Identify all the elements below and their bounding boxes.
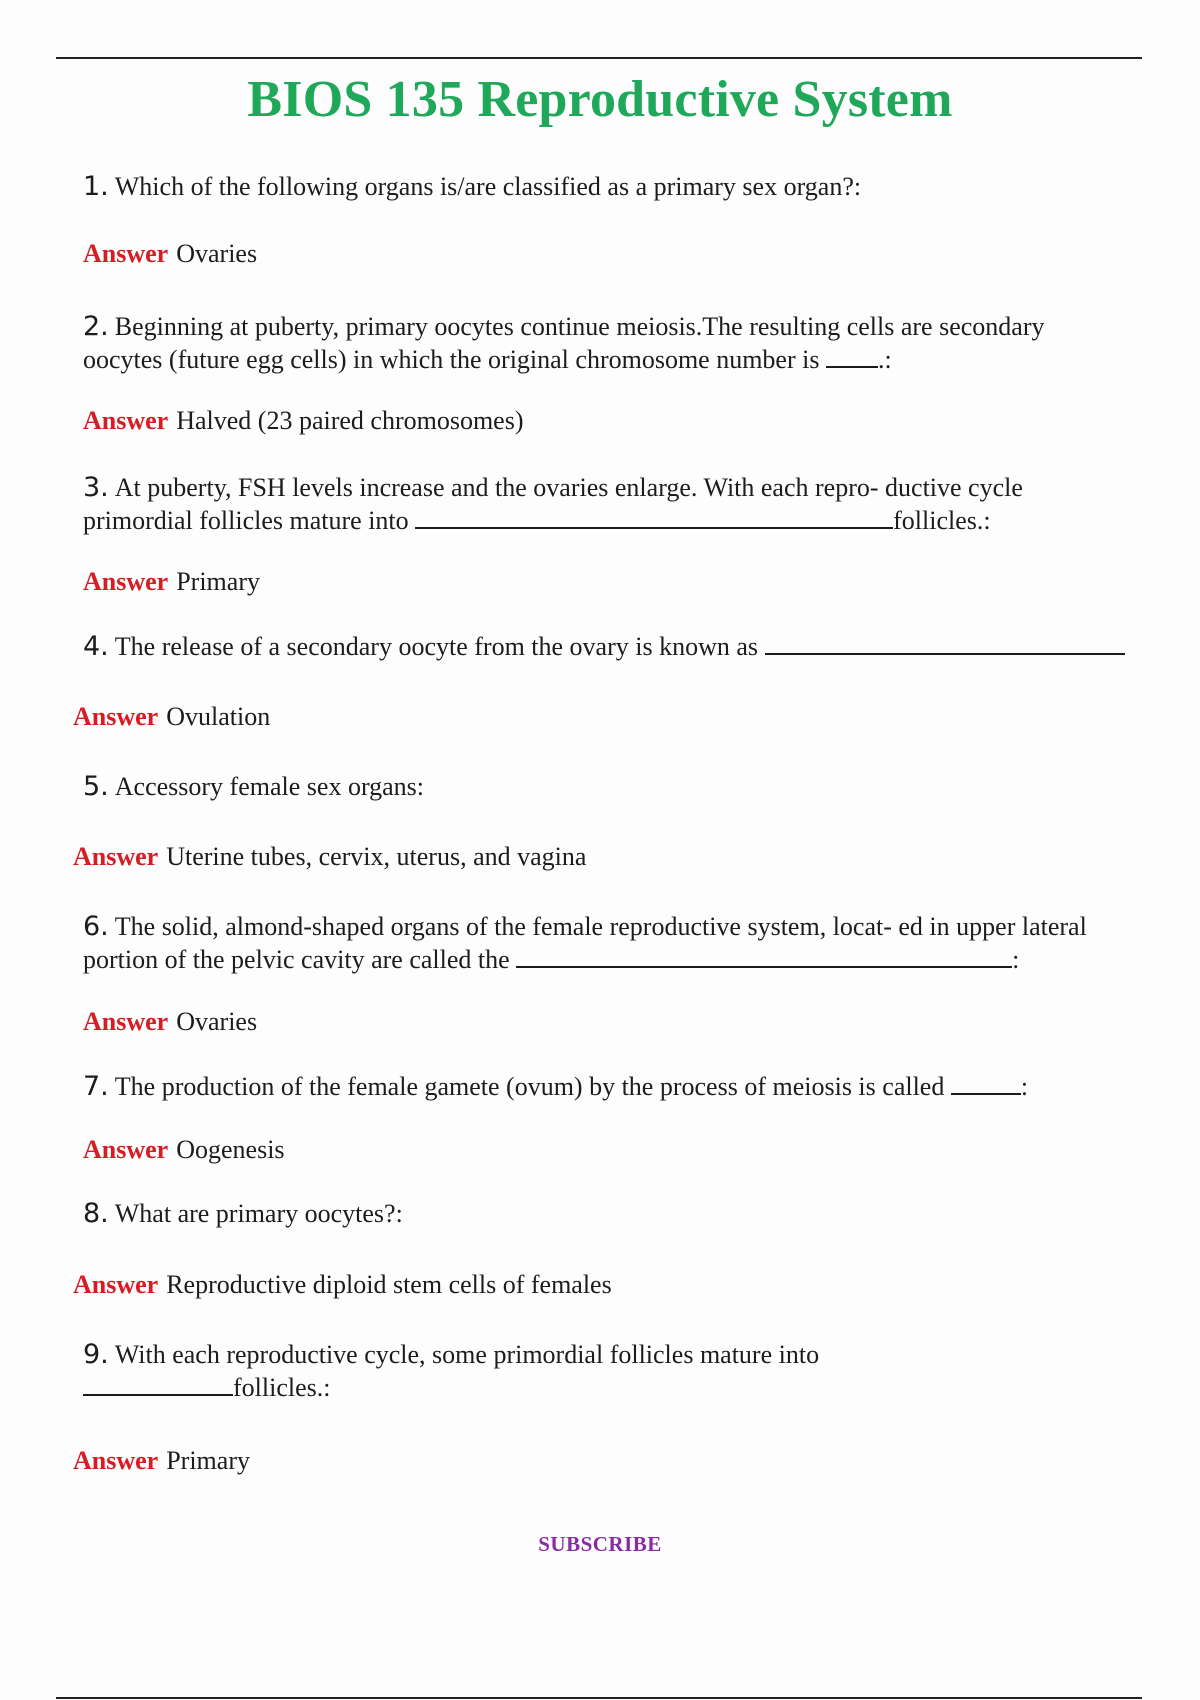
answer-blank — [951, 1071, 1021, 1095]
question-4 — [83, 630, 1193, 663]
question-number: 2. — [83, 311, 109, 342]
answer-text: Uterine tubes, cervix, uterus, and vagina — [166, 842, 587, 871]
page-title: BIOS 135 Reproductive System — [247, 71, 953, 128]
answer-blank — [516, 944, 1012, 968]
subscribe-link[interactable]: SUBSCRIBE — [538, 1532, 662, 1556]
question-text: With each reproductive cycle, some primordial follicles mature into — [114, 1340, 820, 1369]
question-5 — [83, 770, 1123, 803]
question-number: 8. — [83, 1198, 109, 1229]
answer-label: Answer — [73, 1446, 159, 1475]
question-2 — [83, 310, 1123, 376]
answer-text: Ovaries — [176, 1007, 258, 1036]
answer-6 — [83, 1005, 257, 1038]
question-text: The solid, almond-shaped organs of the female reproductive system, locat- ed in upper lateral portion of the pelvic cavity are called the — [83, 912, 1087, 974]
answer-text: Oogenesis — [176, 1135, 285, 1164]
answer-blank — [83, 1372, 233, 1396]
answer-9 — [73, 1444, 250, 1477]
question-number: 9. — [83, 1339, 109, 1370]
answer-3 — [83, 565, 260, 598]
question-number: 1. — [83, 171, 109, 202]
answer-5 — [73, 840, 586, 873]
question-text: The release of a secondary oocyte from the ovary is known as — [114, 632, 765, 661]
question-text-end: follicles.: — [893, 506, 991, 535]
answer-2 — [83, 404, 524, 437]
question-1 — [83, 170, 1123, 203]
answer-label: Answer — [83, 406, 169, 435]
answer-blank — [826, 344, 878, 368]
question-text: The production of the female gamete (ovum) by the process of meiosis is called — [114, 1072, 951, 1101]
question-text: Accessory female sex organs: — [114, 772, 425, 801]
question-9 — [83, 1338, 1123, 1404]
question-6 — [83, 910, 1123, 976]
question-8 — [83, 1197, 1123, 1230]
question-number: 3. — [83, 472, 109, 503]
answer-label: Answer — [73, 1270, 159, 1299]
question-text-end: .: — [877, 345, 892, 374]
question-7 — [83, 1070, 1163, 1103]
answer-label: Answer — [83, 239, 169, 268]
answer-text: Primary — [176, 567, 260, 596]
answer-1 — [83, 237, 257, 270]
question-text: What are primary oocytes?: — [114, 1199, 403, 1228]
question-text: Which of the following organs is/are classified as a primary sex organ?: — [114, 172, 862, 201]
answer-8 — [73, 1268, 612, 1301]
answer-text: Ovulation — [166, 702, 271, 731]
question-text-end: follicles.: — [233, 1373, 331, 1402]
answer-text: Ovaries — [176, 239, 258, 268]
answer-text: Reproductive diploid stem cells of females — [166, 1270, 612, 1299]
answer-label: Answer — [83, 1135, 169, 1164]
answer-blank — [765, 631, 1125, 655]
question-number: 4. — [83, 631, 109, 662]
top-rule — [56, 57, 1142, 59]
question-number: 5. — [83, 771, 109, 802]
answer-text: Primary — [166, 1446, 250, 1475]
answer-label: Answer — [73, 702, 159, 731]
answer-label: Answer — [83, 1007, 169, 1036]
question-number: 6. — [83, 911, 109, 942]
answer-4 — [73, 700, 270, 733]
answer-text: Halved (23 paired chromosomes) — [176, 406, 524, 435]
answer-label: Answer — [73, 842, 159, 871]
question-number: 7. — [83, 1071, 109, 1102]
question-text-end: : — [1012, 945, 1020, 974]
answer-label: Answer — [83, 567, 169, 596]
question-3 — [83, 471, 1123, 537]
bottom-rule — [56, 1697, 1142, 1699]
question-text-end: : — [1020, 1072, 1029, 1101]
question-text: At puberty, FSH levels increase and the ovaries enlarge. With each repro- ductive cycle primordial follicles mature into — [83, 473, 1023, 535]
answer-7 — [83, 1133, 285, 1166]
answer-blank — [415, 505, 893, 529]
question-text: Beginning at puberty, primary oocytes continue meiosis.The resulting cells are secondary oocytes (future egg cells) in which the original chromosome number is — [83, 312, 1045, 374]
